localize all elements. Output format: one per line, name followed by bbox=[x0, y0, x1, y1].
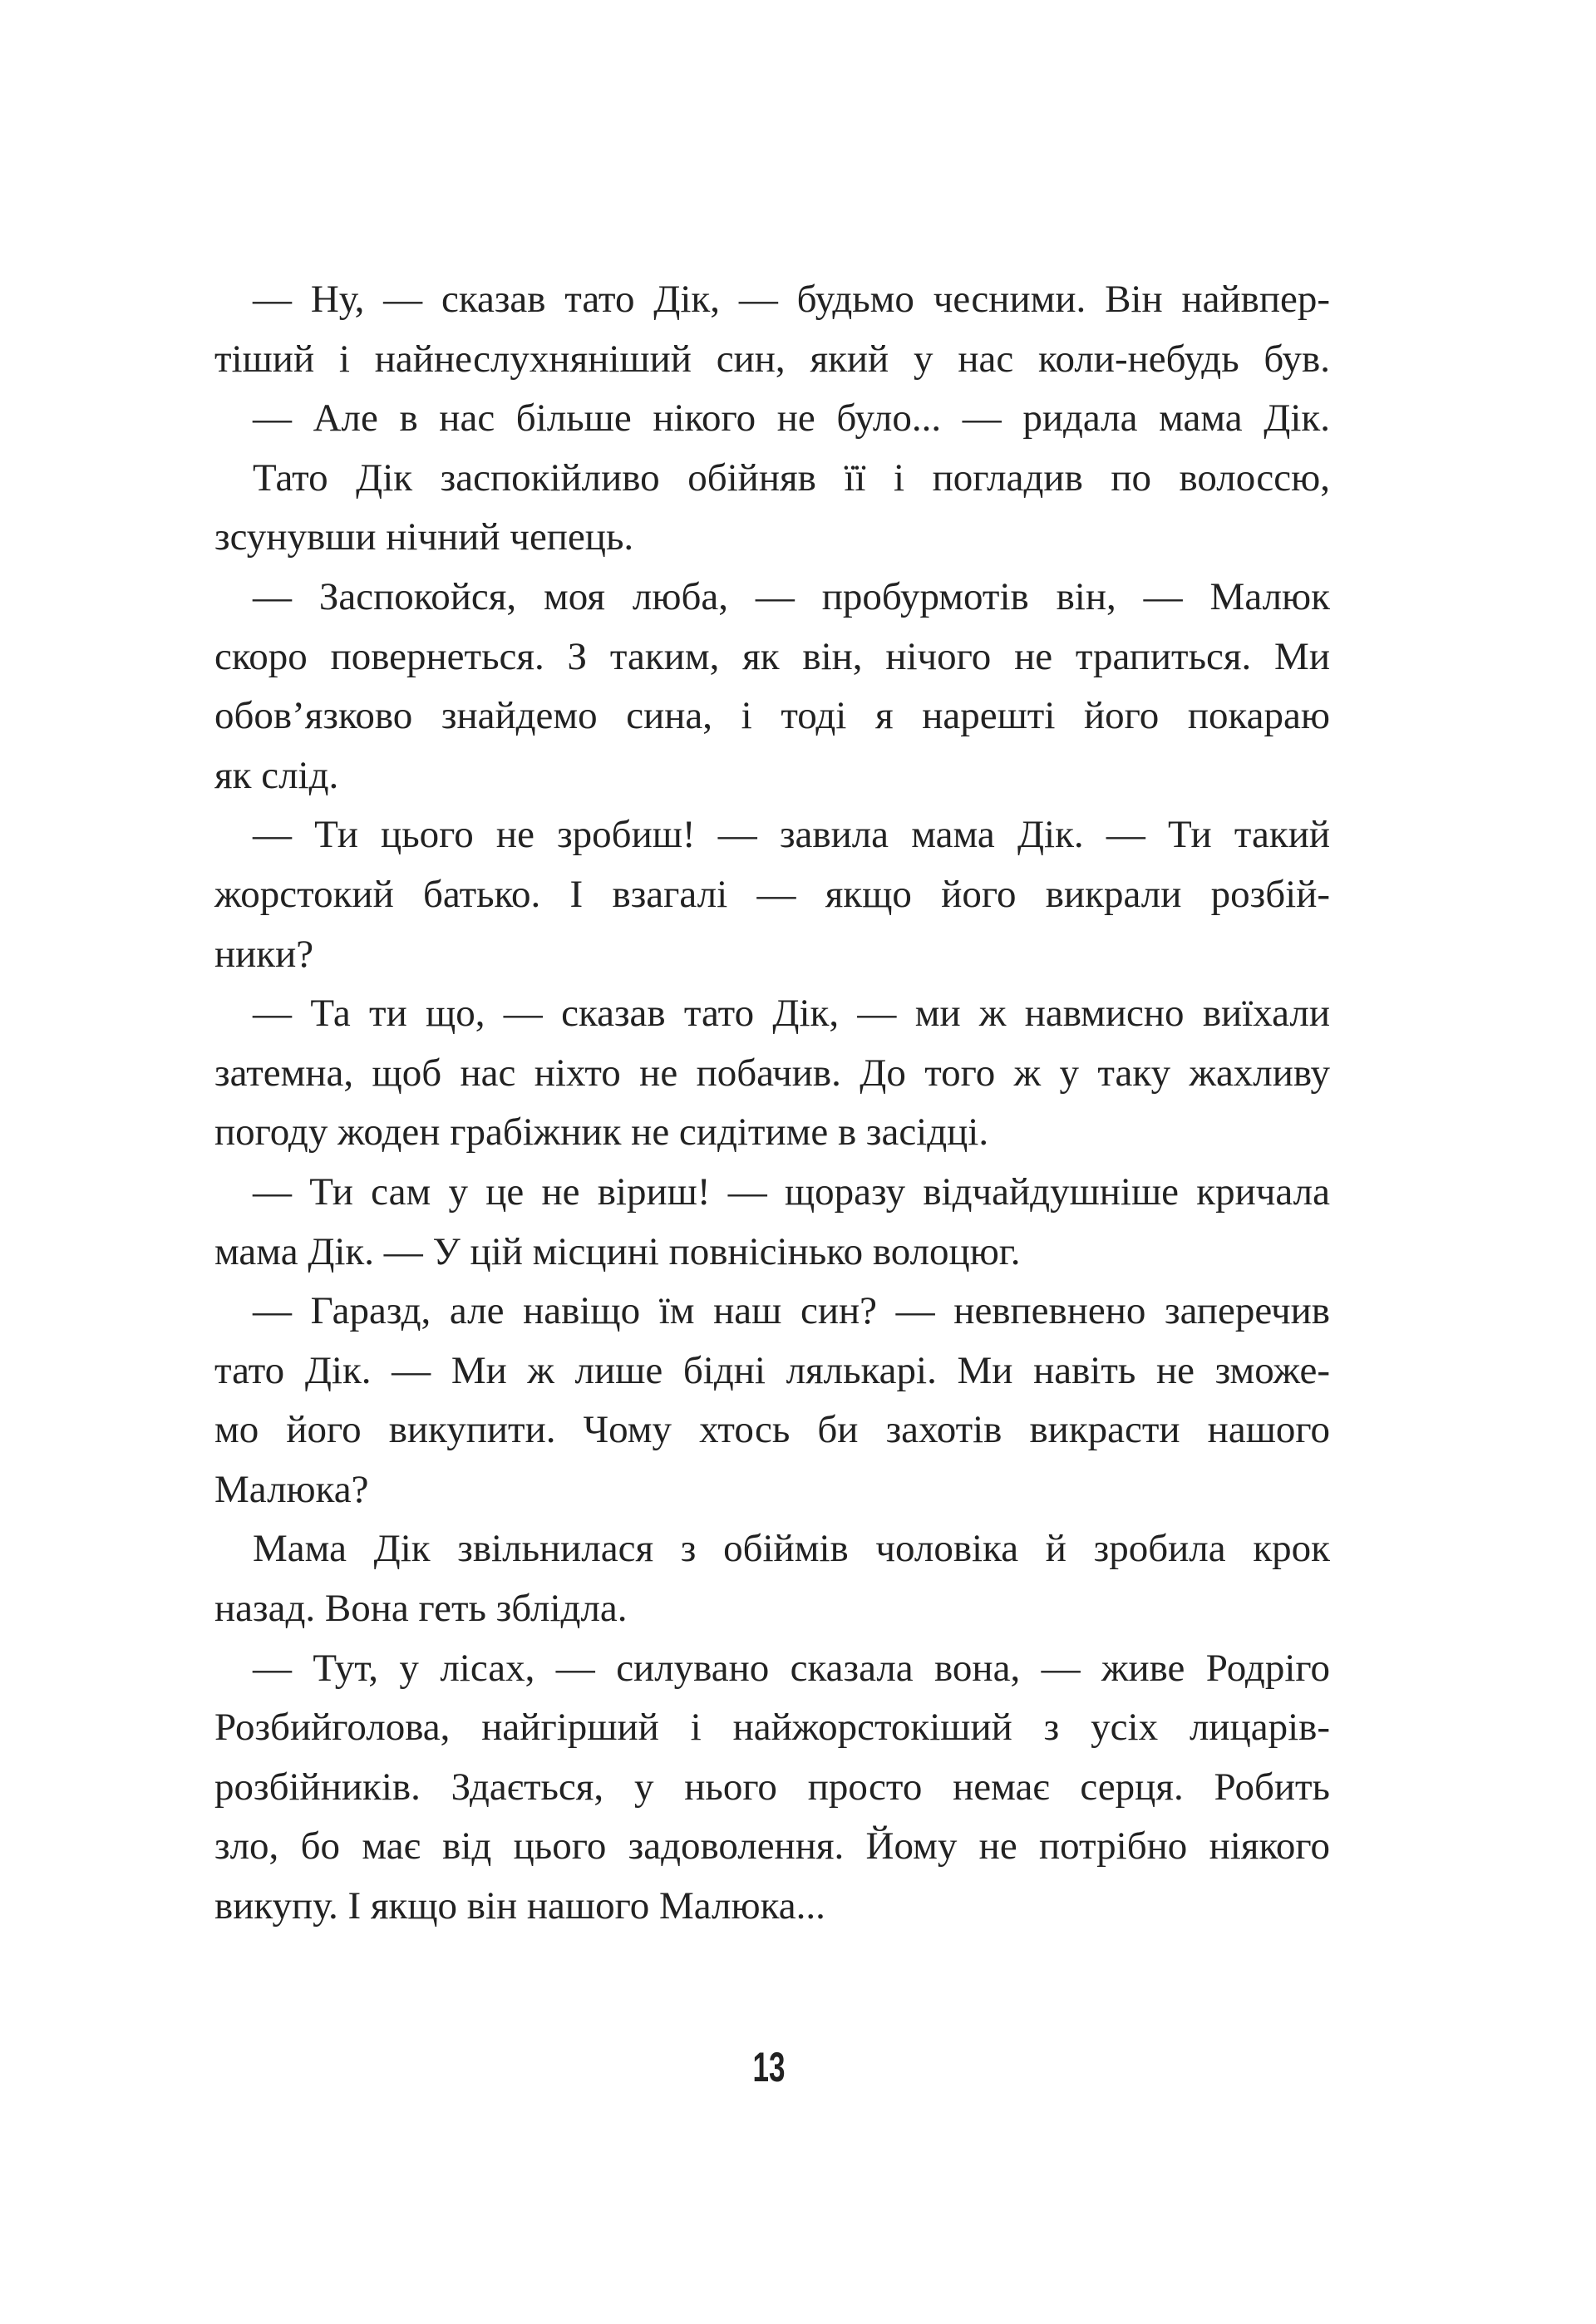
text-line: погоду жоден грабіжник не сидітиме в засідці. bbox=[214, 1110, 989, 1155]
text-line: скоро повернеться. З таким, як він, нічого не трапиться. Ми bbox=[214, 634, 1330, 678]
text-line: — Але в нас більше нікого не було... — ридала мама Дік. bbox=[253, 396, 1330, 441]
text-line: мо його викупити. Чому хтось би захотів викрасти нашого bbox=[214, 1408, 1330, 1452]
text-line: — Ти цього не зробиш! — завила мама Дік. — Ти такий bbox=[253, 813, 1330, 857]
text-line: Тато Дік заспокійливо обійняв її і погладив по волоссю, bbox=[253, 455, 1330, 500]
text-line: обов’язково знайдемо сина, і тоді я нарешті його покараю bbox=[214, 694, 1330, 738]
text-line: — Тут, у лісах, — силувано сказала вона, — живе Родріго bbox=[253, 1646, 1330, 1690]
text-line: тато Дік. — Ми ж лише бідні лялькарі. Ми навіть не зможе- bbox=[214, 1348, 1330, 1392]
text-line: Мама Дік звільнилася з обіймів чоловіка й зробила крок bbox=[253, 1527, 1330, 1571]
text-line: Малюка? bbox=[214, 1467, 369, 1511]
text-line: — Ну, — сказав тато Дік, — будьмо чесними. Він найвпер- bbox=[253, 278, 1330, 321]
text-line: Розбийголова, найгірший і найжорстокіший з усіх лицарів- bbox=[214, 1706, 1330, 1750]
text-line: зло, бо має від цього задоволення. Йому не потрібно ніякого bbox=[214, 1824, 1330, 1869]
text-line: — Ти сам у це не віриш! — щоразу відчайдушніше кричала bbox=[253, 1169, 1330, 1214]
text-line: тіший і найнеслухняніший син, який у нас коли-небудь був. bbox=[214, 337, 1330, 381]
text-line: мама Дік. — У цій місцині повнісінько волоцюг. bbox=[214, 1229, 1021, 1273]
text-line: як слід. bbox=[214, 753, 339, 797]
page-number: 13 bbox=[752, 2044, 786, 2090]
text-line: назад. Вона геть зблідла. bbox=[214, 1587, 628, 1631]
text-line: ники? bbox=[214, 932, 314, 976]
text-line: розбійників. Здається, у нього просто немає серця. Робить bbox=[214, 1765, 1330, 1809]
text-line: — Гаразд, але навіщо їм наш син? — невпевнено заперечив bbox=[253, 1289, 1330, 1333]
body-text bbox=[214, 270, 1330, 1937]
text-line: затемна, щоб нас ніхто не побачив. До того ж у таку жахливу bbox=[214, 1051, 1330, 1095]
text-line: — Та ти що, — сказав тато Дік, — ми ж навмисно виїхали bbox=[253, 992, 1330, 1036]
text-line: — Заспокойся, моя люба, — пробурмотів він, — Малюк bbox=[253, 574, 1330, 618]
text-line: жорстокий батько. І взагалі — якщо його викрали розбій- bbox=[214, 872, 1330, 916]
text-line: викупу. І якщо він нашого Малюка... bbox=[214, 1884, 825, 1928]
text-line: зсунувши нічний чепець. bbox=[214, 515, 634, 559]
